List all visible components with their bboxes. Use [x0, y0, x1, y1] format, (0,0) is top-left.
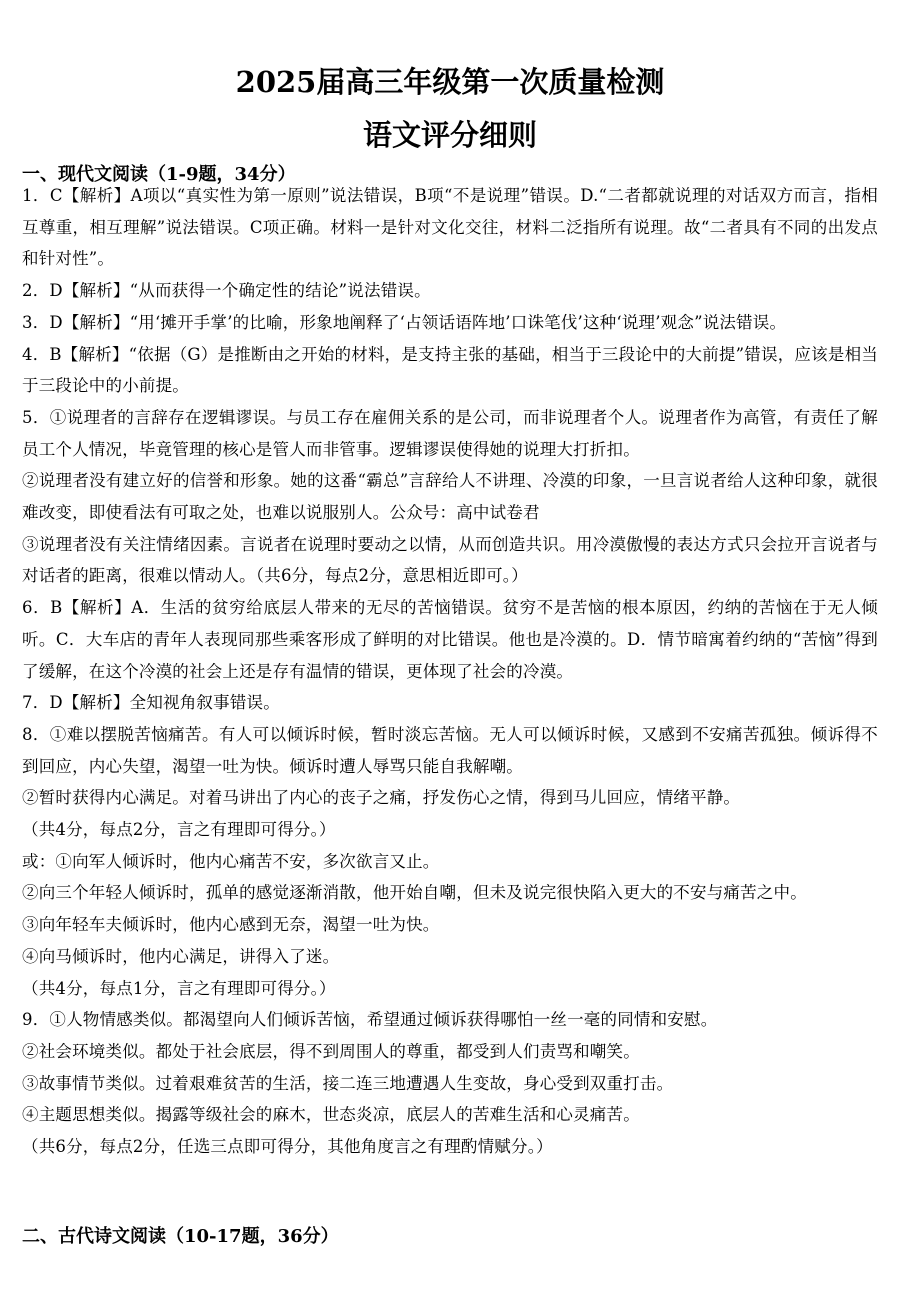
- answer-paragraph: ③说理者没有关注情绪因素。言说者在说理时要动之以情，从而创造共识。用冷漠傲慢的表达方式只会拉开言说者与对话者的距离，很难以情动人。（共6分，每点2分，意思相近即可。）: [22, 534, 878, 586]
- answer-paragraph: ③向年轻车夫倾诉时，他内心感到无奈，渴望一吐为快。: [22, 915, 440, 935]
- section-heading-classical-reading: 二、古代诗文阅读（10-17题，36分）: [22, 1226, 339, 1247]
- answer-paragraph: 5．①说理者的言辞存在逻辑谬误。与员工存在雇佣关系的是公司，而非说理者个人。说理者作为高管，有责任了解员工个人情况，毕竟管理的核心是管人而非管事。逻辑谬误使得她的说理大打折扣。: [22, 407, 878, 459]
- answer-paragraph: ②社会环境类似。都处于社会底层，得不到周围人的尊重，都受到人们责骂和嘲笑。: [22, 1041, 640, 1061]
- answer-paragraph: 9．①人物情感类似。都渴望向人们倾诉苦恼，希望通过倾诉获得哪怕一丝一毫的同情和安慰。: [22, 1010, 718, 1030]
- answer-paragraph: 6．B【解析】A．生活的贫穷给底层人带来的无尽的苦恼错误。贫穷不是苦恼的根本原因，约纳的苦恼在于无人倾听。C．大车店的青年人表现同那些乘客形成了鲜明的对比错误。他也是冷漠的。D．情节暗寓着约纳的“苦恼”得到了缓解，在这个冷漠的社会上还是存有温情的错误，更体现了社会的冷漠。: [22, 598, 878, 681]
- answer-body: [22, 180, 878, 1163]
- document-title: 2025届高三年级第一次质量检测: [235, 65, 665, 99]
- scoring-note: （共4分，每点2分，言之有理即可得分。）: [22, 820, 336, 840]
- answer-paragraph: ③故事情节类似。过着艰难贫苦的生活，接二连三地遭遇人生变故，身心受到双重打击。: [22, 1073, 674, 1093]
- answer-paragraph: 4．B【解析】“依据（G）是推断由之开始的材料，是支持主张的基础，相当于三段论中的大前提”错误，应该是相当于三段论中的小前提。: [22, 344, 878, 396]
- answer-paragraph: 2．D【解析】“从而获得一个确定性的结论”说法错误。: [22, 281, 431, 301]
- answer-paragraph: ②向三个年轻人倾诉时，孤单的感觉逐渐消散，他开始自嘲，但未及说完很快陷入更大的不安与痛苦之中。: [22, 883, 807, 903]
- answer-paragraph: 7．D【解析】全知视角叙事错误。: [22, 693, 280, 713]
- answer-paragraph: ④向马倾诉时，他内心满足，讲得入了迷。: [22, 946, 340, 966]
- section-heading-modern-reading: 一、现代文阅读（1-9题，34分）: [22, 164, 296, 185]
- answer-paragraph: ④主题思想类似。揭露等级社会的麻木，世态炎凉，底层人的苦难生活和心灵痛苦。: [22, 1105, 640, 1125]
- answer-paragraph: 1．C【解析】A项以“真实性为第一原则”说法错误，B项“不是说理”错误。D.“二者都就说理的对话双方而言，指相互尊重，相互理解”说法错误。C项正确。材料一是针对文化交往，材料二泛指所有说理。故“二者具有不同的出发点和针对性”。: [22, 186, 878, 269]
- scoring-note: （共6分，每点2分，任选三点即可得分，其他角度言之有理酌情赋分。）: [22, 1137, 553, 1157]
- scoring-note: （共4分，每点1分，言之有理即可得分。）: [22, 978, 336, 998]
- answer-paragraph: ②暂时获得内心满足。对着马讲出了内心的丧子之痛，抒发伤心之情，得到马儿回应，情绪平静。: [22, 788, 741, 808]
- answer-paragraph: ②说理者没有建立好的信誉和形象。她的这番“霸总”言辞给人不讲理、冷漠的印象，一旦言说者给人这种印象，就很难改变，即使看法有可取之处，也难以说服别人。公众号：高中试卷君: [22, 471, 878, 523]
- document-subtitle: 语文评分细则: [362, 118, 537, 152]
- answer-paragraph: 8．①难以摆脱苦恼痛苦。有人可以倾诉时候，暂时淡忘苦恼。无人可以倾诉时候，又感到不安痛苦孤独。倾诉得不到回应，内心失望，渴望一吐为快。倾诉时遭人辱骂只能自我解嘲。: [22, 724, 878, 776]
- answer-paragraph: 3．D【解析】“用‘摊开手掌’的比喻，形象地阐释了‘占领话语阵地’口诛笔伐’这种‘说理’观念”说法错误。: [22, 312, 787, 332]
- answer-paragraph: 或：①向军人倾诉时，他内心痛苦不安，多次欲言又止。: [22, 851, 440, 871]
